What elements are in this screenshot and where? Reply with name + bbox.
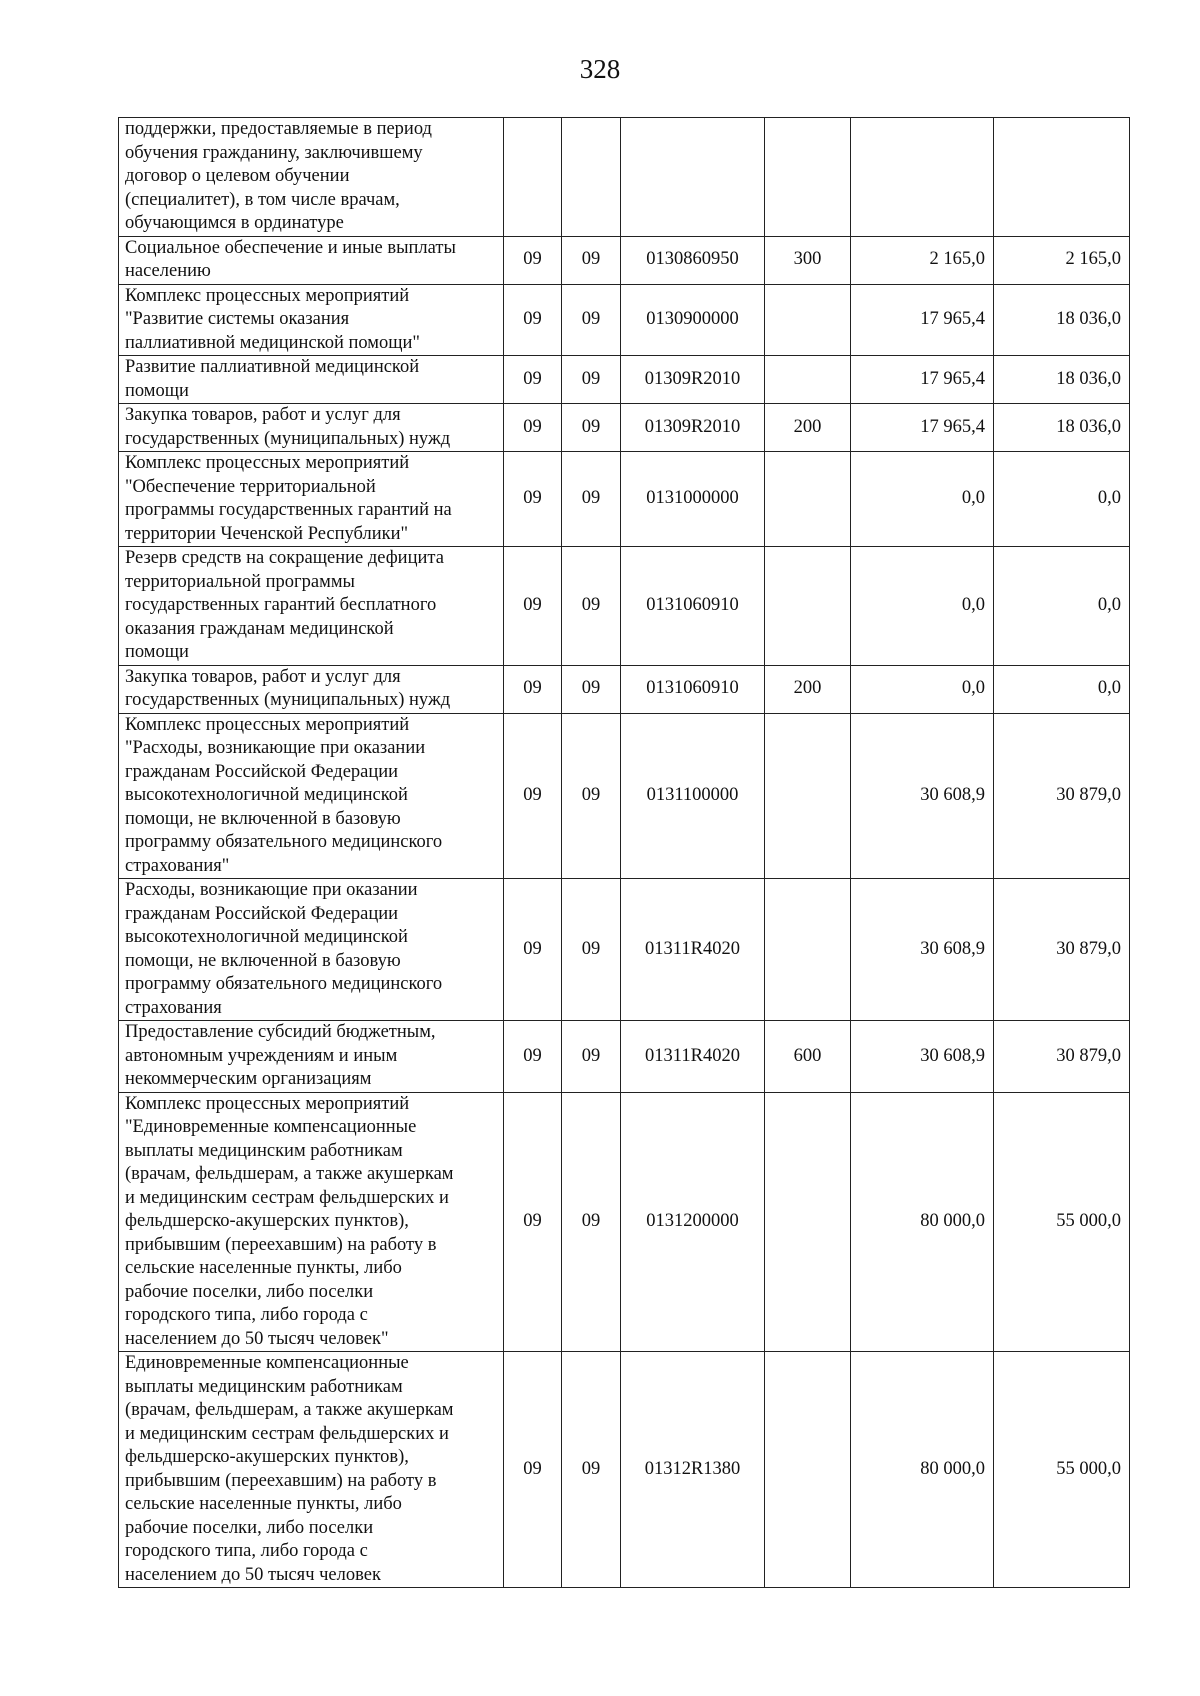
description-line: программу обязательного медицинского (125, 832, 443, 852)
description-line: Развитие паллиативной медицинской (125, 357, 420, 377)
description-line: программы государственных гарантий на (125, 500, 452, 520)
row-description (119, 452, 504, 547)
amount-year-2: 18 036,0 (994, 284, 1130, 356)
target-article-code: 01309R2010 (621, 404, 765, 452)
row-description (119, 1021, 504, 1093)
target-article-code (621, 118, 765, 237)
description-line: (специалитет), в том числе врачам, (125, 189, 400, 210)
description-line: обучения гражданину, заключившему (125, 142, 423, 163)
expense-type-code (765, 356, 851, 404)
description-line: автономным учреждениям и иным (125, 1045, 398, 1066)
description-line: высокотехнологичной медицинской (125, 927, 408, 947)
amount-year-2: 0,0 (994, 452, 1130, 547)
subsection-code: 09 (562, 1021, 621, 1093)
description-line: помощи, не включенной в базовую (125, 808, 401, 829)
amount-year-2: 55 000,0 (994, 1092, 1130, 1352)
table-row (119, 1352, 1130, 1588)
expense-type-code (765, 879, 851, 1021)
description-line: гражданам Российской Федерации (125, 903, 399, 924)
table-row (119, 356, 1130, 404)
description-line: "Обеспечение территориальной (125, 476, 376, 497)
subsection-code (562, 118, 621, 237)
description-line: населению (125, 261, 211, 281)
amount-year-2 (994, 118, 1130, 237)
amount-year-1: 0,0 (851, 452, 994, 547)
expense-type-code (765, 713, 851, 879)
row-description (119, 1352, 504, 1588)
amount-year-2: 30 879,0 (994, 1021, 1130, 1093)
table-row (119, 284, 1130, 356)
description-line: "Развитие системы оказания (125, 309, 350, 329)
section-code: 09 (504, 1352, 562, 1588)
target-article-code: 0130900000 (621, 284, 765, 356)
section-code: 09 (504, 236, 562, 284)
description-line: государственных (муниципальных) нужд (125, 428, 451, 449)
description-line: выплаты медицинским работникам (125, 1376, 403, 1397)
table-row (119, 879, 1130, 1021)
description-line: обучающимся в ординатуре (125, 213, 344, 233)
description-line: Комплекс процессных мероприятий (125, 453, 410, 473)
row-description (119, 547, 504, 666)
section-code: 09 (504, 284, 562, 356)
description-line: рабочие поселки, либо поселки (125, 1517, 374, 1538)
amount-year-1: 0,0 (851, 665, 994, 713)
description-line: "Расходы, возникающие при оказании (125, 738, 426, 758)
amount-year-1: 17 965,4 (851, 404, 994, 452)
description-line: некоммерческим организациям (125, 1069, 372, 1089)
expense-type-code: 200 (765, 665, 851, 713)
description-line: и медицинским сестрам фельдшерских и (125, 1187, 449, 1208)
description-line: Комплекс процессных мероприятий (125, 285, 410, 306)
row-description (119, 118, 504, 237)
expense-type-code (765, 118, 851, 237)
amount-year-1: 2 165,0 (851, 236, 994, 284)
section-code: 09 (504, 452, 562, 547)
amount-year-1: 80 000,0 (851, 1352, 994, 1588)
row-description (119, 236, 504, 284)
table-row (119, 118, 1130, 237)
subsection-code: 09 (562, 356, 621, 404)
row-description (119, 879, 504, 1021)
target-article-code: 0131000000 (621, 452, 765, 547)
description-line: Предоставление субсидий бюджетным, (125, 1022, 436, 1042)
amount-year-2: 30 879,0 (994, 713, 1130, 879)
description-line: помощи (125, 380, 189, 401)
description-line: территориальной программы (125, 571, 355, 592)
section-code: 09 (504, 665, 562, 713)
target-article-code: 0131060910 (621, 665, 765, 713)
subsection-code: 09 (562, 452, 621, 547)
amount-year-1: 17 965,4 (851, 284, 994, 356)
description-line: сельские населенные пункты, либо (125, 1258, 402, 1278)
description-line: страхования (125, 997, 222, 1018)
description-line: выплаты медицинским работникам (125, 1140, 403, 1161)
expense-type-code (765, 284, 851, 356)
amount-year-1: 17 965,4 (851, 356, 994, 404)
subsection-code: 09 (562, 236, 621, 284)
expense-type-code (765, 452, 851, 547)
description-line: Комплекс процессных мероприятий (125, 1093, 410, 1114)
section-code: 09 (504, 404, 562, 452)
row-description (119, 665, 504, 713)
target-article-code: 0130860950 (621, 236, 765, 284)
description-line: и медицинским сестрам фельдшерских и (125, 1423, 449, 1444)
amount-year-2: 18 036,0 (994, 356, 1130, 404)
description-line: государственных гарантий бесплатного (125, 595, 437, 615)
table-row (119, 404, 1130, 452)
description-line: Резерв средств на сокращение дефицита (125, 548, 444, 568)
subsection-code: 09 (562, 713, 621, 879)
section-code: 09 (504, 1092, 562, 1352)
description-line: Закупка товаров, работ и услуг для (125, 405, 401, 425)
description-line: оказания гражданам медицинской (125, 618, 394, 639)
table-body (119, 118, 1130, 1588)
description-line: городского типа, либо города с (125, 1541, 368, 1561)
description-line: "Единовременные компенсационные (125, 1117, 417, 1137)
description-line: Социальное обеспечение и иные выплаты (125, 237, 456, 258)
target-article-code: 01311R4020 (621, 879, 765, 1021)
description-line: поддержки, предоставляемые в период (125, 119, 432, 139)
description-line: территории Чеченской Республики" (125, 523, 409, 544)
subsection-code: 09 (562, 1352, 621, 1588)
description-line: договор о целевом обучении (125, 166, 350, 186)
amount-year-2: 0,0 (994, 665, 1130, 713)
amount-year-1: 80 000,0 (851, 1092, 994, 1352)
target-article-code: 0131100000 (621, 713, 765, 879)
table-row (119, 236, 1130, 284)
target-article-code: 0131060910 (621, 547, 765, 666)
table-row (119, 1021, 1130, 1093)
description-line: фельдшерско-акушерских пунктов), (125, 1447, 409, 1467)
description-line: Единовременные компенсационные (125, 1353, 409, 1373)
table-row (119, 452, 1130, 547)
description-line: прибывшим (переехавшим) на работу в (125, 1234, 437, 1255)
description-line: высокотехнологичной медицинской (125, 785, 408, 805)
section-code: 09 (504, 1021, 562, 1093)
description-line: Комплекс процессных мероприятий (125, 714, 410, 735)
table-row (119, 665, 1130, 713)
description-line: государственных (муниципальных) нужд (125, 690, 451, 710)
section-code (504, 118, 562, 237)
row-description (119, 1092, 504, 1352)
section-code: 09 (504, 356, 562, 404)
subsection-code: 09 (562, 879, 621, 1021)
amount-year-1 (851, 118, 994, 237)
expense-type-code: 300 (765, 236, 851, 284)
target-article-code: 01312R1380 (621, 1352, 765, 1588)
budget-table (118, 117, 1130, 1588)
description-line: Расходы, возникающие при оказании (125, 880, 418, 900)
description-line: помощи, не включенной в базовую (125, 950, 401, 971)
description-line: (врачам, фельдшерам, а также акушеркам (125, 1400, 454, 1420)
target-article-code: 01311R4020 (621, 1021, 765, 1093)
subsection-code: 09 (562, 284, 621, 356)
page-number: 328 (579, 54, 621, 84)
row-description (119, 284, 504, 356)
expense-type-code (765, 547, 851, 666)
row-description (119, 356, 504, 404)
description-line: рабочие поселки, либо поселки (125, 1281, 374, 1302)
amount-year-1: 0,0 (851, 547, 994, 666)
amount-year-1: 30 608,9 (851, 1021, 994, 1093)
section-code: 09 (504, 879, 562, 1021)
description-line: программу обязательного медицинского (125, 974, 443, 994)
description-line: прибывшим (переехавшим) на работу в (125, 1470, 437, 1491)
amount-year-2: 0,0 (994, 547, 1130, 666)
amount-year-2: 2 165,0 (994, 236, 1130, 284)
description-line: помощи (125, 642, 189, 662)
description-line: городского типа, либо города с (125, 1305, 368, 1325)
amount-year-2: 30 879,0 (994, 879, 1130, 1021)
expense-type-code (765, 1352, 851, 1588)
target-article-code: 0131200000 (621, 1092, 765, 1352)
description-line: населением до 50 тысяч человек (125, 1564, 381, 1585)
amount-year-2: 18 036,0 (994, 404, 1130, 452)
row-description (119, 713, 504, 879)
description-line: страхования" (125, 855, 230, 876)
subsection-code: 09 (562, 1092, 621, 1352)
amount-year-2: 55 000,0 (994, 1352, 1130, 1588)
target-article-code: 01309R2010 (621, 356, 765, 404)
description-line: фельдшерско-акушерских пунктов), (125, 1211, 409, 1231)
section-code: 09 (504, 713, 562, 879)
description-line: населением до 50 тысяч человек" (125, 1328, 389, 1349)
description-line: Закупка товаров, работ и услуг для (125, 666, 401, 687)
description-line: (врачам, фельдшерам, а также акушеркам (125, 1164, 454, 1184)
description-line: сельские населенные пункты, либо (125, 1494, 402, 1514)
expense-type-code: 200 (765, 404, 851, 452)
description-line: паллиативной медицинской помощи" (125, 332, 420, 353)
table-row (119, 713, 1130, 879)
subsection-code: 09 (562, 404, 621, 452)
table-row (119, 1092, 1130, 1352)
expense-type-code (765, 1092, 851, 1352)
description-line: гражданам Российской Федерации (125, 761, 399, 782)
amount-year-1: 30 608,9 (851, 879, 994, 1021)
subsection-code: 09 (562, 665, 621, 713)
row-description (119, 404, 504, 452)
subsection-code: 09 (562, 547, 621, 666)
section-code: 09 (504, 547, 562, 666)
table-row (119, 547, 1130, 666)
expense-type-code: 600 (765, 1021, 851, 1093)
amount-year-1: 30 608,9 (851, 713, 994, 879)
